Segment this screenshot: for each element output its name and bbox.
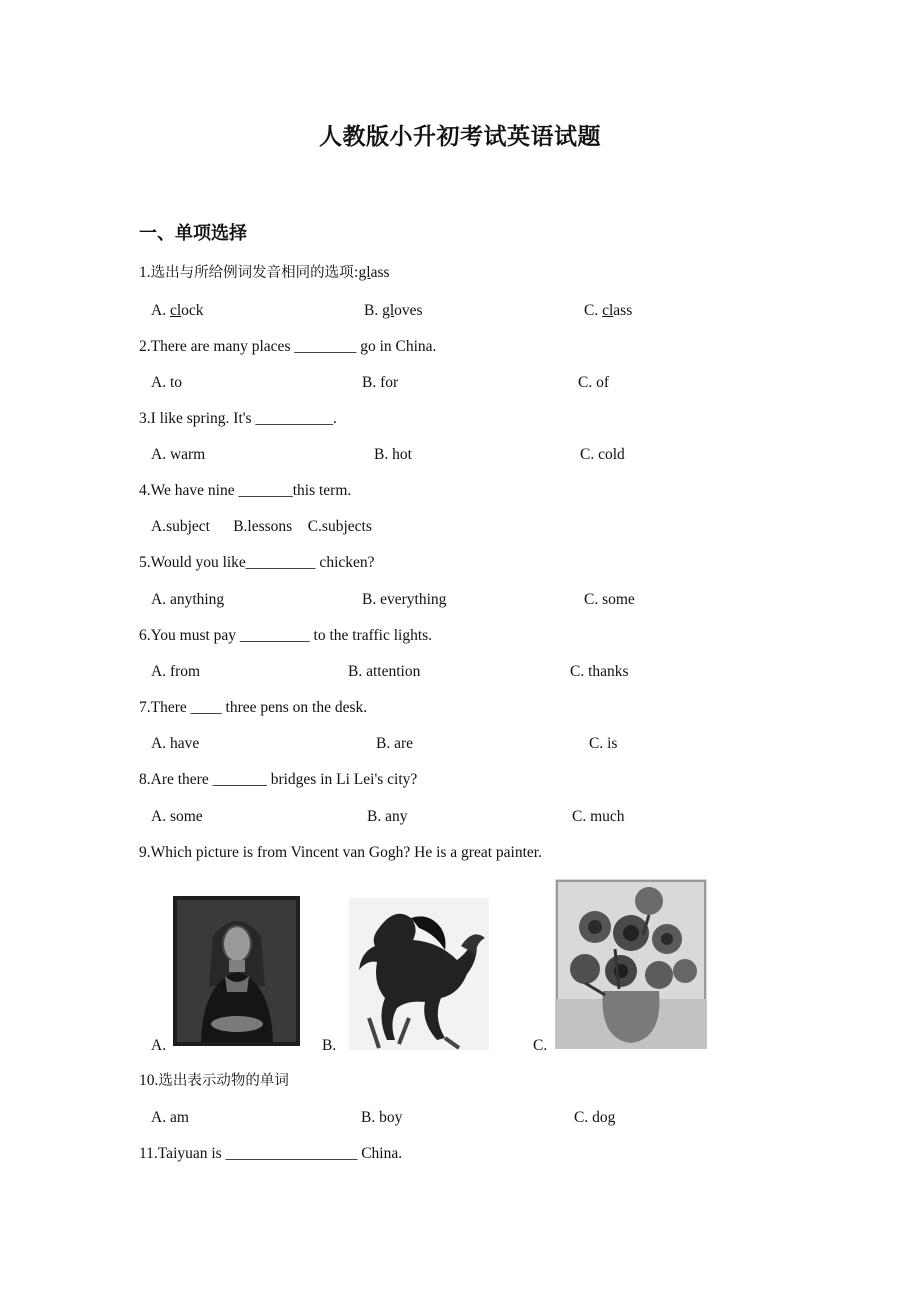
question-9-option-c[interactable]: C. xyxy=(533,1037,548,1054)
question-7: 7.There ____ three pens on the desk. xyxy=(139,699,368,716)
question-10-number: 10. xyxy=(139,1072,159,1089)
option-b-underlined: gl xyxy=(382,302,395,319)
page-title: 人教版小升初考试英语试题 xyxy=(319,124,601,150)
option-c-label: C. xyxy=(584,302,603,319)
question-2: 2.There are many places ________ go in China. xyxy=(139,338,437,355)
question-1-number: 1. xyxy=(139,264,151,281)
option-a-label: A. xyxy=(151,302,170,319)
question-4-options[interactable]: A.subject B.lessons C.subjects xyxy=(151,518,372,535)
question-2-option-c[interactable]: C. of xyxy=(578,374,609,391)
question-1-option-a[interactable] xyxy=(151,301,204,321)
question-6-option-a[interactable]: A. from xyxy=(151,663,201,680)
question-5: 5.Would you like_________ chicken? xyxy=(139,554,375,571)
question-9-option-b[interactable]: B. xyxy=(322,1037,337,1054)
question-10 xyxy=(139,1071,289,1091)
question-1-text: 选出与所给例词发音相同的选项: xyxy=(150,265,359,281)
question-8: 8.Are there _______ bridges in Li Lei's city? xyxy=(139,771,418,788)
question-3-option-b[interactable]: B. hot xyxy=(374,446,412,463)
mona-lisa-picture[interactable] xyxy=(173,896,300,1046)
question-1-word-rest: ass xyxy=(370,264,390,281)
question-4: 4.We have nine _______this term. xyxy=(139,482,352,499)
question-8-option-b[interactable]: B. any xyxy=(367,808,408,825)
option-b-rest: oves xyxy=(394,302,423,319)
question-2-option-a[interactable]: A. to xyxy=(151,374,182,391)
question-7-option-b[interactable]: B. are xyxy=(376,735,414,752)
section-heading: 一、单项选择 xyxy=(139,223,247,244)
question-6: 6.You must pay _________ to the traffic lights. xyxy=(139,627,433,644)
question-5-option-a[interactable]: A. anything xyxy=(151,591,225,608)
option-a-rest: ock xyxy=(181,302,204,319)
question-9-option-a[interactable]: A. xyxy=(151,1037,167,1054)
option-c-underlined: cl xyxy=(602,302,614,319)
option-a-underlined: cl xyxy=(169,302,182,319)
question-1-option-b[interactable] xyxy=(364,301,423,321)
question-3-option-a[interactable]: A. warm xyxy=(151,446,206,463)
question-7-option-a[interactable]: A. have xyxy=(151,735,200,752)
question-1 xyxy=(139,263,390,283)
horse-painting-picture[interactable] xyxy=(349,898,489,1050)
sunflowers-picture[interactable] xyxy=(555,879,707,1049)
question-5-option-c[interactable]: C. some xyxy=(584,591,635,608)
question-3-option-c[interactable]: C. cold xyxy=(580,446,625,463)
question-9: 9.Which picture is from Vincent van Gogh? He is a great painter. xyxy=(139,844,542,861)
question-8-option-a[interactable]: A. some xyxy=(151,808,203,825)
question-10-option-c[interactable]: C. dog xyxy=(574,1109,616,1126)
option-c-rest: ass xyxy=(613,302,633,319)
question-10-option-b[interactable]: B. boy xyxy=(361,1109,403,1126)
question-11: 11.Taiyuan is _________________ China. xyxy=(139,1145,403,1162)
question-1-option-c[interactable] xyxy=(584,301,632,321)
question-1-word-underlined: gl xyxy=(358,264,371,281)
question-6-option-b[interactable]: B. attention xyxy=(348,663,421,680)
question-2-option-b[interactable]: B. for xyxy=(362,374,399,391)
question-6-option-c[interactable]: C. thanks xyxy=(570,663,629,680)
question-3: 3.I like spring. It's __________. xyxy=(139,410,337,427)
question-10-option-a[interactable]: A. am xyxy=(151,1109,189,1126)
question-5-option-b[interactable]: B. everything xyxy=(362,591,447,608)
question-7-option-c[interactable]: C. is xyxy=(589,735,618,752)
option-b-label: B. xyxy=(364,302,383,319)
question-8-option-c[interactable]: C. much xyxy=(572,808,625,825)
question-10-text: 选出表示动物的单词 xyxy=(158,1073,289,1089)
